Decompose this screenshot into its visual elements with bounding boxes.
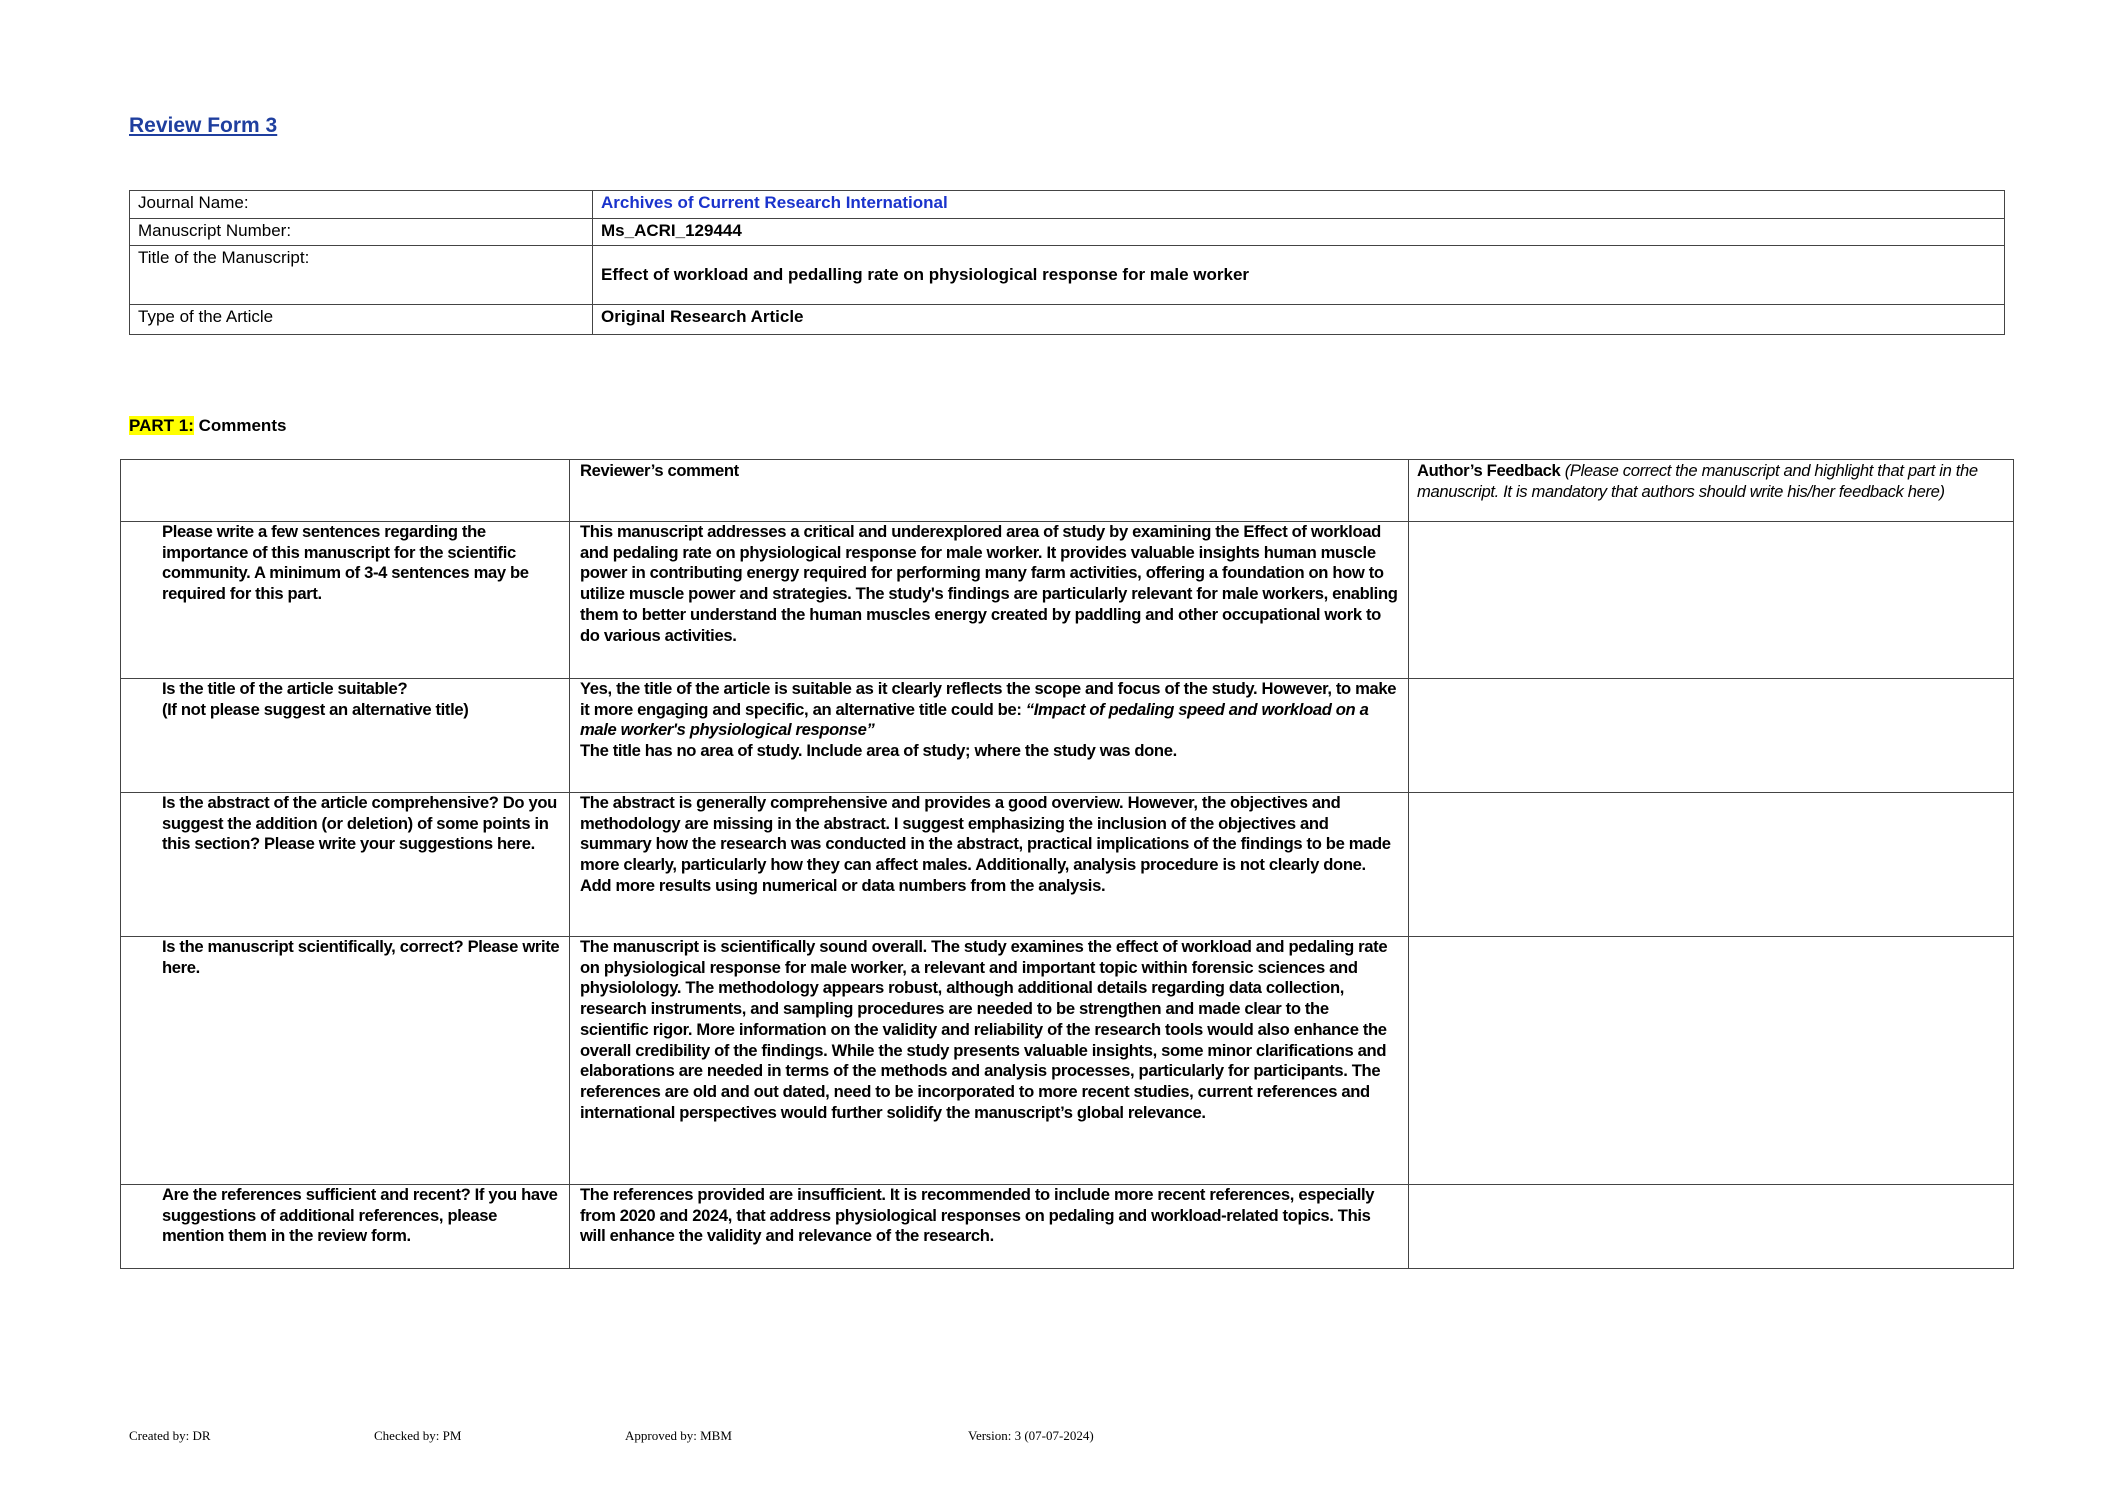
author-feedback-instructions: (Please correct the manuscript and highlight that part in the manuscript. It is mandatory that authors should write his/her feedback here) (1417, 461, 1978, 501)
manuscript-title-row (130, 246, 2005, 305)
reviewer-comment: The references provided are insufficient. It is recommended to include more recent references, especially from 2020 and 2024, that address physiological responses on pedaling and workload-related topics. This will enhance the validity and relevance of the research. (570, 1185, 1409, 1269)
question: Is the title of the article suitable? (If not please suggest an alternative title) (121, 679, 570, 793)
journal-value: Archives of Current Research International (593, 191, 2005, 219)
comment-text: Yes, the title of the article is suitable as it clearly reflects the scope and focus of the study. However, to make it more engaging and specific, an alternative title could be: (580, 679, 1397, 719)
author-feedback-cell[interactable] (1409, 937, 2014, 1185)
manuscript-info-table (129, 190, 2005, 335)
reviewer-comment-header: Reviewer’s comment (570, 460, 1409, 522)
author-feedback-cell[interactable] (1409, 1185, 2014, 1269)
question: Please write a few sentences regarding the importance of this manuscript for the scientific community. A minimum of 3-4 sentences may be required for this part. (121, 522, 570, 679)
journal-row (130, 191, 2005, 219)
manuscript-title-value: Effect of workload and pedalling rate on physiological response for male worker (593, 246, 2005, 305)
reviewer-comment: The manuscript is scientifically sound overall. The study examines the effect of workload and pedaling rate on physiological response for male worker, a relevant and important topic within forensic sciences and physiolology. The methodology appears robust, although additional details regarding data collection, research instruments, and sampling procedures are needed to be strengthen and made clear to the scientific rigor. More information on the validity and reliability of the research tools would also enhance the overall credibility of the findings. While the study presents valuable insights, some minor clarifications and elaborations are needed in terms of the methods and analysis processes, particularly for participants. The references are old and out dated, need to be incorporated to more recent studies, current references and international perspectives would further solidify the manuscript’s global relevance. (570, 937, 1409, 1185)
table-row (121, 793, 2014, 937)
reviewer-comment: The abstract is generally comprehensive and provides a good overview. However, the objectives and methodology are missing in the abstract. I suggest emphasizing the inclusion of the objectives and summary how the research was conducted in the abstract, practical implications of the findings to be made more clearly, particularly how they can affect males. Additionally, analysis procedure is not clearly done. Add more results using numerical or data numbers from the analysis. (570, 793, 1409, 937)
question: Is the manuscript scientifically, correct? Please write here. (121, 937, 570, 1185)
comments-header-row (121, 460, 2014, 522)
article-type-row (130, 305, 2005, 335)
suggested-title: “Impact of pedaling speed and workload on a male worker's physiological response” (580, 699, 1369, 740)
table-row (121, 679, 2014, 793)
question: Is the abstract of the article comprehensive? Do you suggest the addition (or deletion) of some points in this section? Please write your suggestions here. (121, 793, 570, 937)
manuscript-title-label: Title of the Manuscript: (130, 246, 593, 305)
table-row (121, 1185, 2014, 1269)
journal-label: Journal Name: (130, 191, 593, 219)
comments-table (120, 459, 2014, 1269)
author-feedback-cell[interactable] (1409, 522, 2014, 679)
table-row (121, 522, 2014, 679)
reviewer-comment (570, 679, 1409, 793)
manuscript-number-row (130, 219, 2005, 246)
approved-by: Approved by: MBM (625, 1428, 732, 1443)
form-title: Review Form 3 (129, 114, 278, 137)
manuscript-number-value: Ms_ACRI_129444 (593, 219, 2005, 246)
question: Are the references sufficient and recent? If you have suggestions of additional references, please mention them in the review form. (121, 1185, 570, 1269)
created-by: Created by: DR (129, 1428, 211, 1443)
part-title: Comments (193, 416, 287, 435)
article-type-label: Type of the Article (130, 305, 593, 335)
author-feedback-cell[interactable] (1409, 793, 2014, 937)
author-feedback-header (1409, 460, 2014, 522)
article-type-value: Original Research Article (593, 305, 2005, 335)
author-feedback-cell[interactable] (1409, 679, 2014, 793)
manuscript-number-label: Manuscript Number: (130, 219, 593, 246)
reviewer-comment: This manuscript addresses a critical and underexplored area of study by examining the Effect of workload and pedaling rate on physiological response for male worker. It provides valuable insights human muscle power in contributing energy required for performing many farm activities, offering a foundation on how to utilize muscle power and strategies. The study's findings are particularly relevant for male workers, enabling them to better understand the human muscles energy created by paddling and other occupational work to do various activities. (570, 522, 1409, 679)
comment-text: The title has no area of study. Include area of study; where the study was done. (580, 741, 1177, 761)
table-row (121, 937, 2014, 1185)
version: Version: 3 (07-07-2024) (968, 1428, 1094, 1443)
part-heading (129, 416, 286, 436)
part-label: PART 1: (129, 416, 194, 435)
author-feedback-title: Author’s Feedback (1417, 461, 1561, 480)
checked-by: Checked by: PM (374, 1428, 462, 1443)
